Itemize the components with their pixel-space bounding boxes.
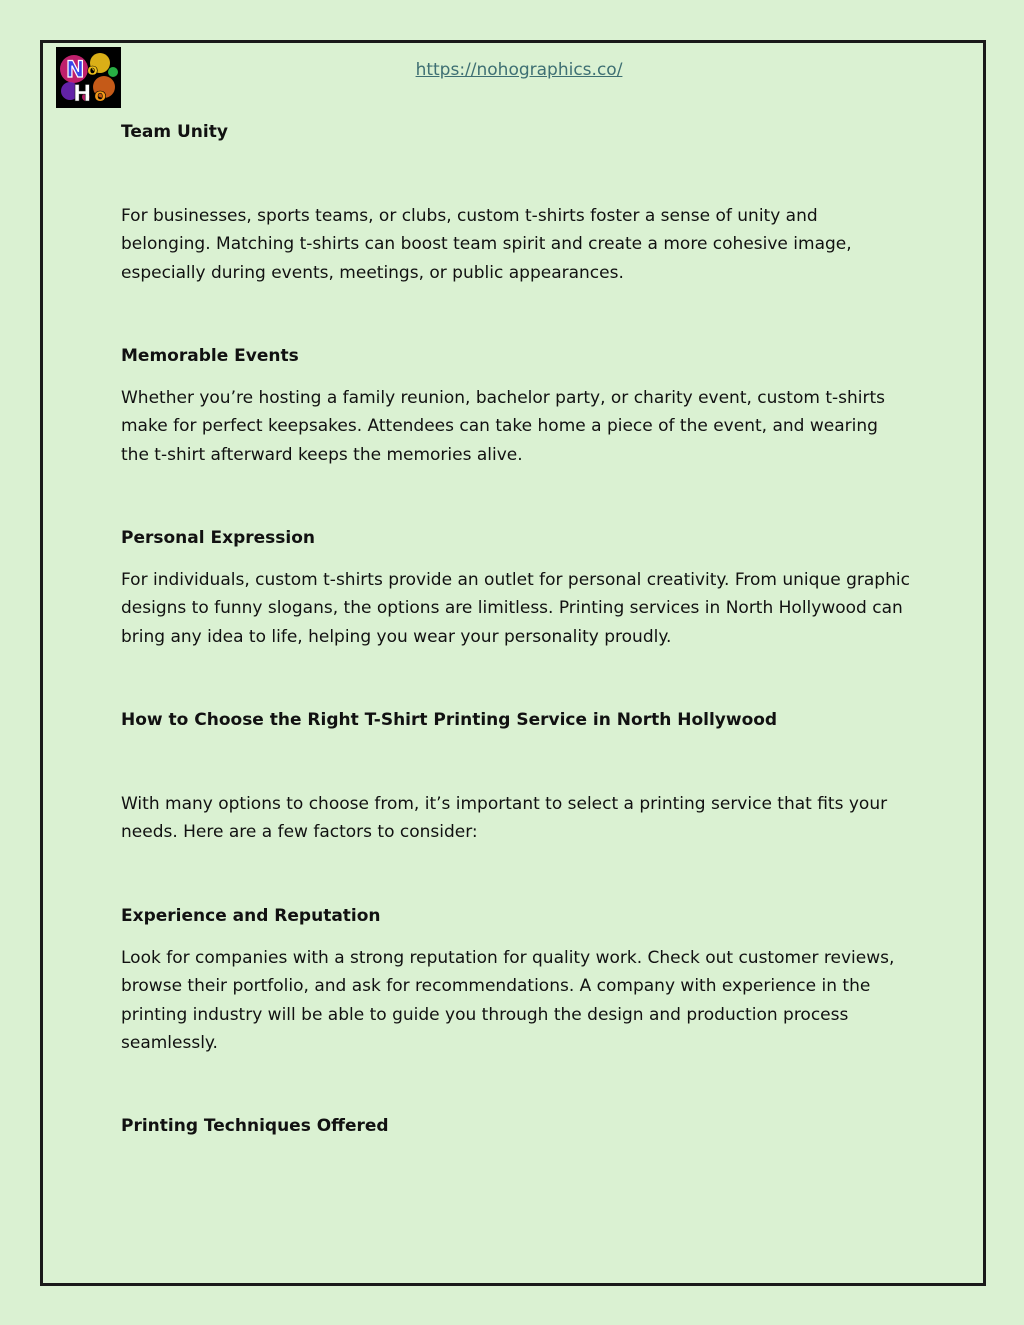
website-link[interactable]: https://nohographics.co/ <box>415 60 623 80</box>
paragraph-personal-expression: For individuals, custom t-shirts provide an outlet for personal creativity. From unique graphic designs to funny slogans, the options are limitless. Printing services in North Hollywood can bring any idea to life, helping you wear your personality proudly. <box>121 570 910 647</box>
heading-personal-expression: Personal Expression <box>121 528 315 548</box>
paragraph-choose-service: With many options to choose from, it’s important to select a printing service that fits your needs. Here are a few factors to consider: <box>121 794 888 843</box>
svg-text:o: o <box>87 60 98 79</box>
heading-team-unity: Team Unity <box>121 122 228 142</box>
svg-text:N: N <box>66 58 85 83</box>
heading-experience-reputation: Experience and Reputation <box>121 906 381 926</box>
paragraph-experience-reputation: Look for companies with a strong reputation for quality work. Check out customer reviews, browse their portfolio, and ask for recommendations. A company with experience in the printing industry will be able to guide you through the design and production process seamlessly. <box>121 948 895 1053</box>
svg-text:o: o <box>94 85 107 106</box>
paragraph-team-unity: For businesses, sports teams, or clubs, custom t-shirts foster a sense of unity and belonging. Matching t-shirts can boost team spirit and create a more cohesive image, especially during events, meetings, or public appearances. <box>121 206 852 283</box>
heading-printing-techniques: Printing Techniques Offered <box>121 1116 389 1136</box>
svg-text:H: H <box>73 82 92 107</box>
heading-choose-service: How to Choose the Right T-Shirt Printing Service in North Hollywood <box>121 710 778 730</box>
heading-memorable-events: Memorable Events <box>121 346 299 366</box>
paragraph-memorable-events: Whether you’re hosting a family reunion, bachelor party, or charity event, custom t-shirts make for perfect keepsakes. Attendees can take home a piece of the event, and wearing the t-shirt afterward keeps the memories alive. <box>121 388 885 465</box>
